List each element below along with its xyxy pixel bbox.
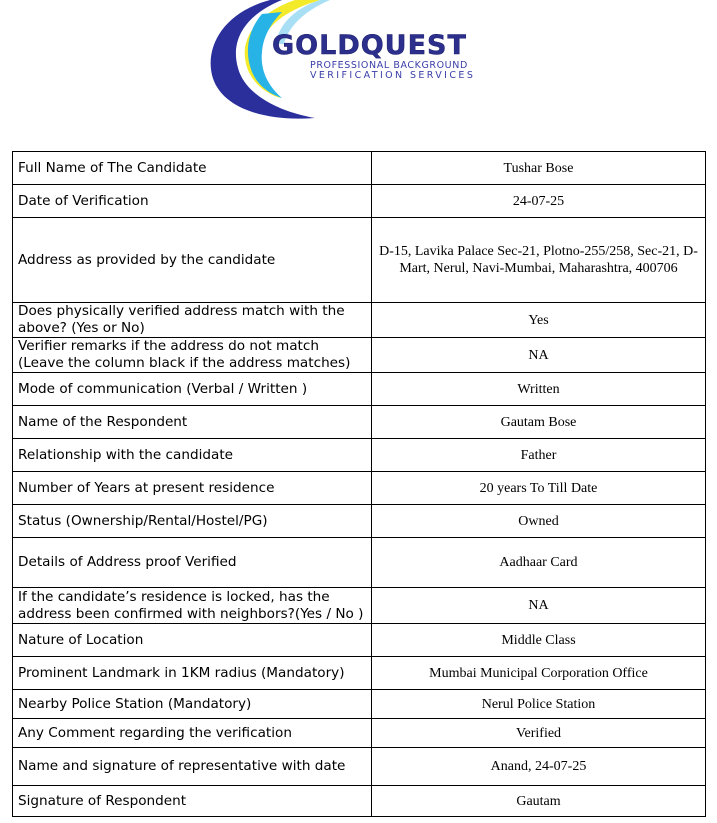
table-row — [13, 373, 706, 406]
table-row — [13, 472, 706, 505]
row-label: Status (Ownership/Rental/Hostel/PG) — [13, 505, 372, 538]
row-value: Verified — [372, 719, 706, 748]
row-label: Address as provided by the candidate — [13, 218, 372, 303]
row-value: Gautam — [372, 786, 706, 817]
table-row — [13, 657, 706, 690]
row-label: Name of the Respondent — [13, 406, 372, 439]
row-label: Nearby Police Station (Mandatory) — [13, 690, 372, 719]
logo-wordmark: GOLDQUEST — [272, 30, 467, 61]
table-row — [13, 439, 706, 472]
row-value: Written — [372, 373, 706, 406]
row-value: Yes — [372, 303, 706, 338]
row-label: Number of Years at present residence — [13, 472, 372, 505]
row-value: Father — [372, 439, 706, 472]
row-value: Anand, 24-07-25 — [372, 748, 706, 786]
row-label: If the candidate’s residence is locked, has the address been confirmed with neighbors?(Yes / No ) — [13, 588, 372, 624]
row-value: NA — [372, 588, 706, 624]
table-row — [13, 406, 706, 439]
table-row — [13, 185, 706, 218]
row-value: Tushar Bose — [372, 152, 706, 185]
row-value: Gautam Bose — [372, 406, 706, 439]
row-value: 20 years To Till Date — [372, 472, 706, 505]
table-row — [13, 690, 706, 719]
row-label: Nature of Location — [13, 624, 372, 657]
row-label: Relationship with the candidate — [13, 439, 372, 472]
table-row — [13, 538, 706, 588]
logo-tagline-2: VERIFICATION SERVICES — [310, 70, 476, 81]
verification-table — [12, 151, 706, 817]
company-logo — [200, 0, 520, 125]
table-row — [13, 786, 706, 817]
table-row — [13, 218, 706, 303]
row-value: Mumbai Municipal Corporation Office — [372, 657, 706, 690]
row-label: Date of Verification — [13, 185, 372, 218]
table-row — [13, 303, 706, 338]
table-row — [13, 748, 706, 786]
table-row — [13, 588, 706, 624]
row-value: Middle Class — [372, 624, 706, 657]
table-row — [13, 152, 706, 185]
row-label: Mode of communication (Verbal / Written ) — [13, 373, 372, 406]
table-row — [13, 338, 706, 373]
row-value: Owned — [372, 505, 706, 538]
row-value: 24-07-25 — [372, 185, 706, 218]
table-row — [13, 719, 706, 748]
row-label: Signature of Respondent — [13, 786, 372, 817]
table-row — [13, 505, 706, 538]
row-label: Verifier remarks if the address do not match (Leave the column black if the address matches) — [13, 338, 372, 373]
row-label: Name and signature of representative with date — [13, 748, 372, 786]
row-label: Details of Address proof Verified — [13, 538, 372, 588]
row-value: D-15, Lavika Palace Sec-21, Plotno-255/258, Sec-21, D-Mart, Nerul, Navi-Mumbai, Maharashtra, 400706 — [372, 218, 706, 303]
row-value: Nerul Police Station — [372, 690, 706, 719]
row-value: Aadhaar Card — [372, 538, 706, 588]
row-label: Does physically verified address match with the above? (Yes or No) — [13, 303, 372, 338]
logo-tagline-1: PROFESSIONAL BACKGROUND — [310, 60, 468, 71]
row-value: NA — [372, 338, 706, 373]
row-label: Prominent Landmark in 1KM radius (Mandatory) — [13, 657, 372, 690]
table-row — [13, 624, 706, 657]
row-label: Full Name of The Candidate — [13, 152, 372, 185]
row-label: Any Comment regarding the verification — [13, 719, 372, 748]
